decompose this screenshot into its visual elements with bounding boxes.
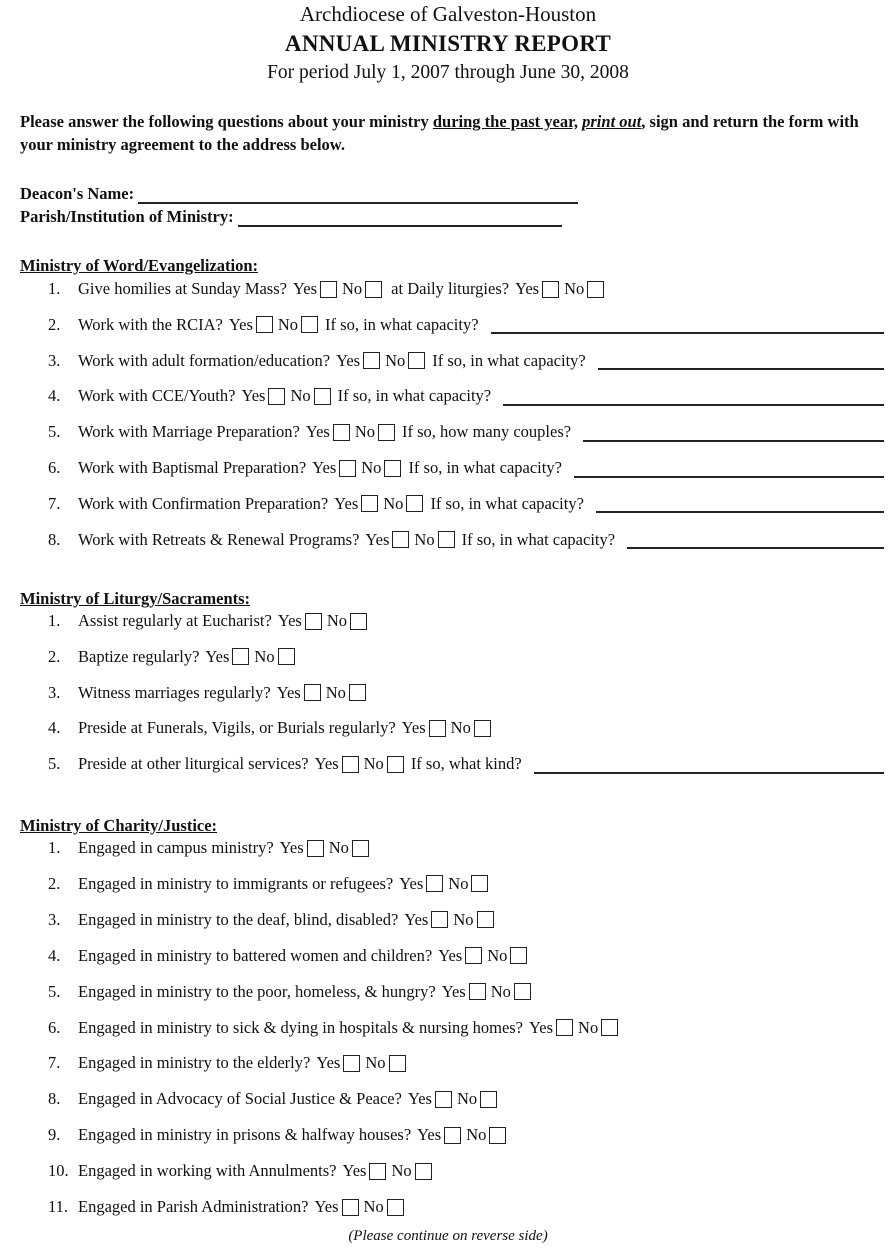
followup-answer-line[interactable]: [583, 423, 884, 442]
yes-checkbox[interactable]: [343, 1055, 360, 1072]
followup-question: If so, what kind?: [410, 754, 522, 774]
question-number: 4.: [48, 718, 61, 738]
no-checkbox[interactable]: [514, 983, 531, 1000]
followup-question: If so, in what capacity?: [461, 529, 616, 549]
organization-name: Archdiocese of Galveston-Houston: [299, 2, 597, 26]
question-row: [48, 1160, 884, 1182]
no-checkbox[interactable]: [314, 388, 331, 405]
followup-answer-line[interactable]: [503, 387, 884, 406]
yes-label: Yes: [279, 838, 304, 857]
yes-checkbox[interactable]: [465, 947, 482, 964]
followup-answer-line[interactable]: [574, 459, 884, 478]
question-text: Assist regularly at Eucharist?: [78, 611, 272, 630]
question-number: 3.: [48, 682, 61, 702]
no-checkbox[interactable]: [278, 648, 295, 665]
yes-label: Yes: [336, 350, 361, 370]
no-checkbox[interactable]: [349, 684, 366, 701]
no-label: No: [456, 1089, 478, 1109]
question-row: [48, 457, 884, 479]
no-checkbox[interactable]: [477, 911, 494, 928]
yes-label: Yes: [228, 314, 253, 334]
question-text: Work with the RCIA?: [78, 314, 223, 334]
no-label: No: [363, 754, 384, 774]
question-row: [48, 717, 884, 739]
no-checkbox[interactable]: [406, 495, 423, 512]
question-text: Engaged in ministry to sick & dying in hospitals & nursing homes?: [78, 1017, 524, 1037]
question-text: Engaged in ministry to battered women and children?: [78, 945, 433, 965]
no-label: No: [448, 873, 469, 893]
question-text: Engaged in Parish Administration?: [78, 1197, 309, 1216]
question-text: Engaged in ministry to the deaf, blind, disabled?: [78, 909, 399, 929]
question-number: 8.: [48, 529, 61, 549]
no-label: No: [254, 646, 275, 666]
yes-checkbox[interactable]: [256, 316, 273, 333]
no-label: No: [326, 611, 348, 630]
question-number: 1.: [48, 279, 61, 298]
question-number: 11.: [48, 1197, 69, 1216]
question-row: [48, 421, 884, 443]
question-number: 5.: [48, 981, 61, 1001]
yes-checkbox[interactable]: [320, 281, 337, 298]
no-label: No: [391, 1161, 412, 1181]
question-number: 10.: [48, 1161, 69, 1181]
question-text: Give homilies at Sunday Mass?: [78, 279, 287, 298]
question-text: Work with Baptismal Preparation?: [78, 458, 307, 477]
yes-checkbox[interactable]: [342, 1199, 359, 1216]
yes-label: Yes: [334, 493, 359, 513]
yes-label: Yes: [314, 754, 339, 774]
question-number: 5.: [48, 422, 61, 442]
followup-question: If so, in what capacity?: [408, 458, 562, 477]
question-text: Engaged in ministry to the elderly?: [78, 1053, 311, 1073]
question-number: 8.: [48, 1089, 61, 1109]
question-row: [48, 682, 884, 704]
no-label: No: [578, 1017, 599, 1037]
no-checkbox[interactable]: [601, 1019, 618, 1036]
yes-checkbox[interactable]: [268, 388, 285, 405]
deacon-name-input[interactable]: [138, 184, 578, 204]
question-row: [48, 909, 884, 931]
no-label: No: [365, 1053, 386, 1073]
no-checkbox[interactable]: [384, 460, 401, 477]
yes-checkbox[interactable]: [435, 1091, 452, 1108]
yes-checkbox[interactable]: [304, 684, 321, 701]
parish-label: Parish/Institution of Ministry:: [20, 207, 234, 226]
question-row: [48, 493, 884, 515]
followup-answer-line[interactable]: [534, 755, 884, 774]
question-extra-text: at Daily liturgies?: [391, 279, 510, 298]
question-row: [48, 1088, 884, 1110]
question-number: 1.: [48, 611, 61, 630]
yes-label: Yes: [365, 529, 390, 549]
no-label: No: [277, 314, 299, 334]
section-title: Ministry of Charity/Justice:: [20, 816, 218, 835]
question-text: Baptize regularly?: [78, 646, 200, 666]
question-row: [48, 981, 884, 1003]
no-label: No: [342, 279, 363, 298]
question-row: [48, 646, 884, 668]
report-period: For period July 1, 2007 through June 30, 2008: [267, 62, 629, 83]
yes-label: Yes: [407, 1089, 432, 1109]
no-checkbox[interactable]: [474, 720, 491, 737]
question-row: [48, 837, 884, 859]
yes-label: Yes: [342, 1161, 367, 1181]
no-label: No: [361, 458, 382, 477]
no-label: No: [466, 1125, 487, 1145]
no-label: No: [490, 981, 511, 1001]
deacon-name-label: Deacon's Name:: [20, 184, 135, 203]
yes-checkbox[interactable]: [305, 613, 322, 630]
no-checkbox[interactable]: [365, 281, 382, 298]
instructions: [20, 110, 890, 156]
no-label: No: [453, 909, 474, 929]
question-number: 9.: [48, 1125, 61, 1145]
no-checkbox[interactable]: [510, 947, 527, 964]
question-number: 3.: [48, 350, 61, 370]
yes-checkbox[interactable]: [542, 281, 559, 298]
question-text: Work with CCE/Youth?: [78, 386, 236, 406]
yes-checkbox[interactable]: [469, 983, 486, 1000]
yes-label: Yes: [312, 458, 337, 477]
yes-label: Yes: [438, 945, 463, 965]
no-checkbox[interactable]: [415, 1163, 432, 1180]
question-text: Engaged in working with Annulments?: [78, 1161, 337, 1181]
question-row: [48, 278, 884, 300]
no-checkbox[interactable]: [471, 875, 488, 892]
yes-checkbox[interactable]: [426, 875, 443, 892]
continue-note: (Please continue on reverse side): [348, 1228, 548, 1244]
yes-checkbox[interactable]: [363, 352, 380, 369]
no-label: No: [487, 945, 508, 965]
no-label: No: [383, 493, 404, 513]
no-label: No: [450, 718, 471, 738]
yes-label: Yes: [292, 279, 317, 298]
question-text: Engaged in campus ministry?: [78, 838, 274, 857]
question-row: [48, 945, 884, 967]
followup-question: If so, in what capacity?: [430, 493, 584, 513]
question-number: 3.: [48, 909, 61, 929]
instructions-print-out: print out: [582, 112, 642, 131]
question-number: 1.: [48, 838, 61, 857]
followup-answer-line[interactable]: [598, 351, 884, 370]
question-number: 2.: [48, 646, 61, 666]
no-checkbox[interactable]: [587, 281, 604, 298]
question-text: Engaged in ministry to immigrants or refugees?: [78, 873, 394, 893]
no-label: No: [354, 422, 375, 442]
yes-checkbox[interactable]: [307, 840, 324, 857]
question-number: 4.: [48, 945, 61, 965]
deacon-name-field: [20, 184, 578, 204]
question-text: Engaged in ministry in prisons & halfway houses?: [78, 1125, 412, 1145]
question-text: Work with Marriage Preparation?: [78, 422, 300, 442]
yes-checkbox[interactable]: [342, 756, 359, 773]
question-text: Engaged in ministry to the poor, homeless, & hungry?: [78, 981, 436, 1001]
yes-checkbox[interactable]: [431, 911, 448, 928]
question-text: Work with Confirmation Preparation?: [78, 493, 329, 513]
followup-answer-line[interactable]: [596, 494, 884, 513]
yes-label: Yes: [241, 386, 266, 406]
yes-checkbox[interactable]: [429, 720, 446, 737]
question-number: 7.: [48, 493, 61, 513]
no-checkbox[interactable]: [387, 756, 404, 773]
instructions-text-1: Please answer the following questions about your ministry: [20, 112, 433, 131]
report-title: ANNUAL MINISTRY REPORT: [284, 31, 612, 56]
question-number: 5.: [48, 754, 61, 774]
question-number: 2.: [48, 314, 61, 334]
yes-label: Yes: [314, 1197, 339, 1216]
question-row: [48, 529, 884, 551]
instructions-text-2: , sign and return the form with your ministry agreement to the address below.: [20, 112, 859, 154]
question-number: 6.: [48, 458, 61, 477]
no-checkbox[interactable]: [480, 1091, 497, 1108]
no-label: No: [363, 1197, 384, 1216]
question-text: Preside at Funerals, Vigils, or Burials regularly?: [78, 718, 396, 738]
no-checkbox[interactable]: [489, 1127, 506, 1144]
yes-checkbox[interactable]: [232, 648, 249, 665]
yes-label: Yes: [305, 422, 330, 442]
yes-checkbox[interactable]: [339, 460, 356, 477]
parish-input[interactable]: [238, 207, 562, 227]
followup-question: If so, how many couples?: [402, 422, 572, 442]
yes-label: Yes: [401, 718, 426, 738]
no-label: No: [414, 529, 435, 549]
no-checkbox[interactable]: [301, 316, 318, 333]
followup-question: If so, in what capacity?: [337, 386, 492, 406]
section-title: Ministry of Liturgy/Sacraments:: [20, 589, 251, 608]
no-checkbox[interactable]: [352, 840, 369, 857]
question-text: Engaged in Advocacy of Social Justice & Peace?: [78, 1089, 402, 1109]
instructions-emphasis: during the past year,: [432, 112, 579, 131]
no-checkbox[interactable]: [387, 1199, 404, 1216]
no-label: No: [328, 838, 349, 857]
question-row: [48, 1124, 884, 1146]
no-checkbox[interactable]: [408, 352, 425, 369]
question-row: [48, 873, 884, 895]
question-row: [48, 1017, 884, 1039]
yes-label: Yes: [417, 1125, 442, 1145]
yes-label: Yes: [441, 981, 466, 1001]
question-row: [48, 1052, 884, 1074]
section-title: Ministry of Word/Evangelization:: [20, 256, 259, 275]
yes-label: Yes: [529, 1017, 554, 1037]
question-text: Work with adult formation/education?: [78, 350, 331, 370]
yes-checkbox[interactable]: [392, 531, 409, 548]
question-row: [48, 753, 884, 775]
question-number: 2.: [48, 873, 61, 893]
followup-question: If so, in what capacity?: [325, 314, 479, 334]
yes-checkbox[interactable]: [333, 424, 350, 441]
question-row: [48, 314, 884, 336]
no-checkbox[interactable]: [378, 424, 395, 441]
question-number: 4.: [48, 386, 61, 406]
question-row: [48, 1196, 884, 1218]
no-checkbox[interactable]: [389, 1055, 406, 1072]
followup-answer-line[interactable]: [491, 315, 884, 334]
followup-question: If so, in what capacity?: [432, 350, 586, 370]
question-text: Work with Retreats & Renewal Programs?: [78, 529, 360, 549]
question-number: 7.: [48, 1053, 61, 1073]
question-text: Witness marriages regularly?: [78, 682, 271, 702]
parish-field: [20, 207, 562, 227]
question-row: [48, 385, 884, 407]
no-label: No: [290, 386, 311, 406]
yes-checkbox[interactable]: [444, 1127, 461, 1144]
question-text: Preside at other liturgical services?: [78, 754, 309, 774]
yes-label: Yes: [205, 646, 230, 666]
yes-label: Yes: [316, 1053, 341, 1073]
no-checkbox[interactable]: [438, 531, 455, 548]
question-number: 6.: [48, 1017, 61, 1037]
question-row: [48, 610, 884, 632]
no-label: No: [564, 279, 585, 298]
yes-checkbox[interactable]: [369, 1163, 386, 1180]
no-label: No: [325, 682, 346, 702]
yes-label: Yes: [277, 611, 302, 630]
yes-label: Yes: [404, 909, 429, 929]
yes-label: Yes: [399, 873, 424, 893]
followup-answer-line[interactable]: [627, 530, 884, 549]
yes-checkbox[interactable]: [556, 1019, 573, 1036]
no-label: No: [385, 350, 406, 370]
yes-label: Yes: [276, 682, 301, 702]
yes-label: Yes: [515, 279, 540, 298]
yes-checkbox[interactable]: [361, 495, 378, 512]
no-checkbox[interactable]: [350, 613, 367, 630]
question-row: [48, 350, 884, 372]
